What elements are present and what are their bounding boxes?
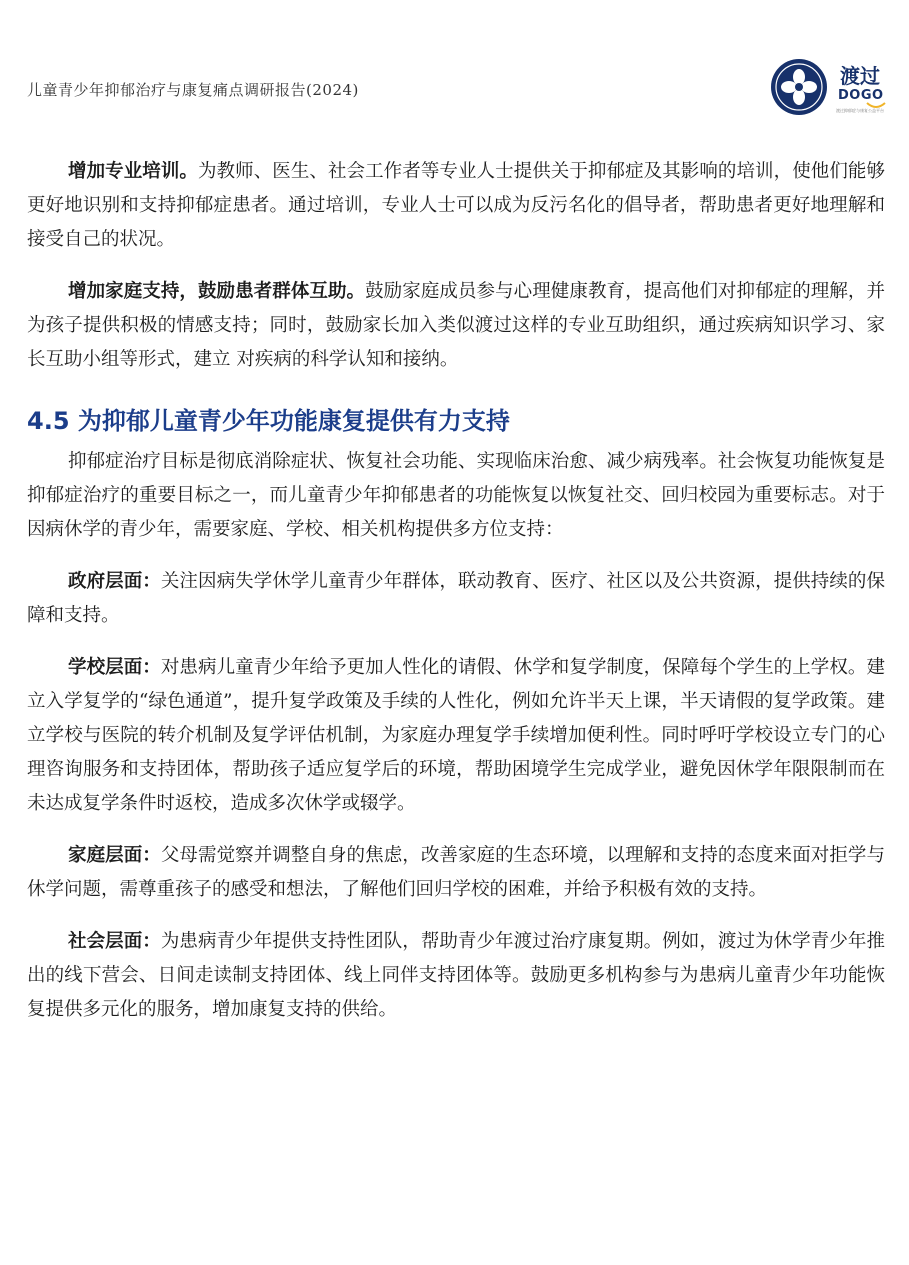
paragraph-family-level (27, 839, 885, 907)
paragraph-text: 对患病儿童青少年给予更加人性化的请假、休学和复学制度，保障每个学生的上学权。建立入学复学的“绿色通道”，提升复学政策及手续的人性化，例如允许半天上课，半天请假的复学政策。建立学校与医院的转介机制及复学评估机制，为家庭办理复学手续增加便利性。同时呼吁学校设立专门的心理咨询服务和支持团体，帮助孩子适应复学后的环境，帮助困境学生完成学业，避免因休学年限限制而在未达成复学条件时返校，造成多次休学或辍学。 (27, 657, 885, 814)
paragraph-text: 鼓励家庭成员参与心理健康教育，提高他们对抑郁症的理解，并为孩子提供积极的情感支持；同时，鼓励家长加入类似渡过这样的专业互助组织，通过疾病知识学习、家长互助小组等形式，建立 对疾病的科学认知和接纳。 (27, 281, 885, 370)
paragraph-professional-training (27, 155, 885, 257)
page-header (0, 0, 909, 150)
paragraph-lead: 家庭层面： (68, 845, 161, 866)
paragraph-text: 关注因病失学休学儿童青少年群体，联动教育、医疗、社区以及公共资源，提供持续的保障和支持。 (27, 571, 885, 626)
brand-logo (836, 58, 890, 120)
page-content (27, 155, 885, 1045)
paragraph-lead: 政府层面： (68, 571, 161, 592)
paragraph-lead: 社会层面： (68, 931, 161, 952)
report-title: 儿童青少年抑郁治疗与康复痛点调研报告(2024) (27, 81, 359, 99)
paragraph-family-support (27, 275, 885, 377)
section-heading: 4.5 为抑郁儿童青少年功能康复提供有力支持 (27, 407, 510, 435)
paragraph-text: 为教师、医生、社会工作者等专业人士提供关于抑郁症及其影响的培训，使他们能够更好地识别和支持抑郁症患者。通过培训，专业人士可以成为反污名化的倡导者，帮助患者更好地理解和接受自己的状况。 (27, 161, 885, 250)
paragraph-text: 父母需觉察并调整自身的焦虑，改善家庭的生态环境，以理解和支持的态度来面对拒学与休学问题，需尊重孩子的感受和想法，了解他们回归学校的困难，并给予积极有效的支持。 (27, 845, 885, 900)
organization-seal-logo (770, 58, 828, 116)
paragraph-lead: 增加专业培训。 (68, 161, 198, 182)
paragraph-government-level (27, 565, 885, 633)
brand-name-cn: 渡过 (840, 64, 880, 88)
paragraph-school-level (27, 651, 885, 821)
paragraph-lead: 学校层面： (68, 657, 161, 678)
paragraph-lead: 增加家庭支持，鼓励患者群体互助。 (68, 281, 366, 302)
brand-name-en: DOGO (838, 88, 884, 103)
section-intro: 抑郁症治疗目标是彻底消除症状、恢复社会功能、实现临床治愈、减少病残率。社会恢复功能恢复是抑郁症治疗的重要目标之一，而儿童青少年抑郁患者的功能恢复以恢复社交、回归校园为重要标志。对于因病休学的青少年，需要家庭、学校、相关机构提供多方位支持： (27, 451, 885, 540)
paragraph-text: 为患病青少年提供支持性团队，帮助青少年渡过治疗康复期。例如，渡过为休学青少年推出的线下营会、日间走读制支持团体、线上同伴支持团体等。鼓励更多机构参与为患病儿童青少年功能恢复提供多元化的服务，增加康复支持的供给。 (27, 931, 885, 1020)
brand-tagline: 渡过抑郁症与康复公益平台 (836, 108, 884, 113)
paragraph-society-level (27, 925, 885, 1027)
